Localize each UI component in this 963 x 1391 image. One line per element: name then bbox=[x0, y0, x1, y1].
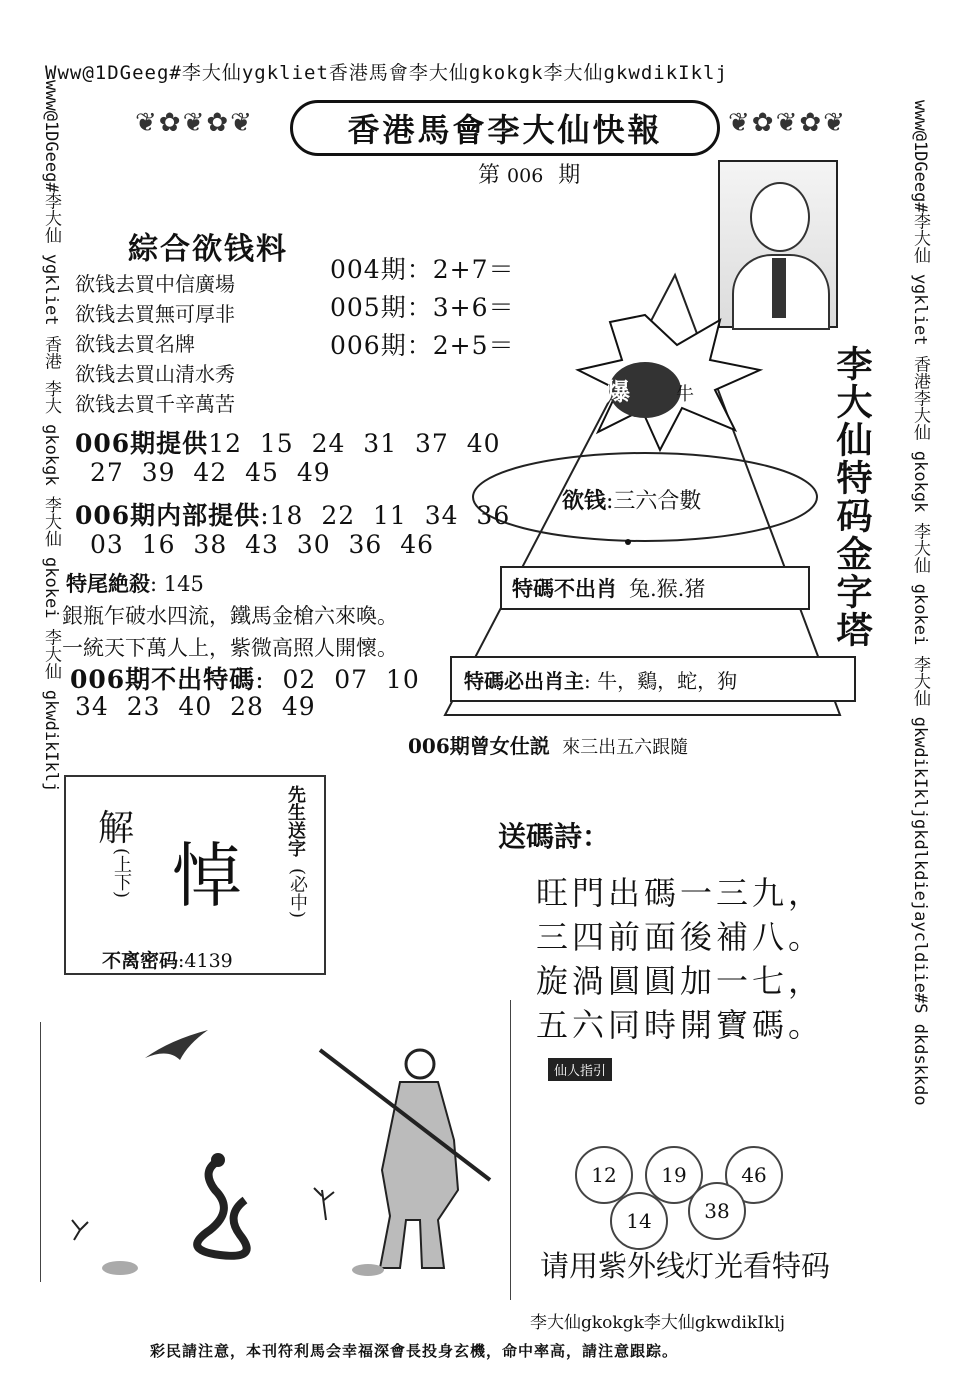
uv-note: 请用紫外线灯光看特码 bbox=[540, 1249, 831, 1283]
burst-sub: 牛 bbox=[676, 384, 694, 405]
riddle-left-char: 解 bbox=[98, 808, 135, 849]
provide-label: 006期提供 bbox=[75, 429, 209, 458]
riddle-main-char: 悼 bbox=[172, 835, 242, 917]
riddle-left-sub: (上下) bbox=[111, 848, 132, 899]
lady-saying-value: 來三出五六跟隨 bbox=[562, 737, 689, 758]
formula-line: 006期：2+5＝ bbox=[330, 331, 515, 360]
no-special-row-1 bbox=[70, 660, 420, 696]
no-special-label: 006期不出特碼 bbox=[70, 665, 256, 694]
lady-saying-label: 006期曾女仕説 bbox=[408, 734, 550, 758]
footer-notice: 彩民請注意，本刊符利馬会幸福深會長投身玄機，命中率高，請注意跟踪。 bbox=[150, 1342, 679, 1360]
watermark-bottom: 李大仙gkokgk李大仙gkwdikIklj bbox=[530, 1313, 785, 1333]
no-special-numbers: : 02 07 10 bbox=[255, 665, 420, 694]
internal-numbers: :18 22 11 34 36 bbox=[260, 501, 511, 530]
floral-ornament-left: ❦✿❦✿❦ bbox=[135, 108, 254, 138]
tail-kill-value: : 145 bbox=[150, 572, 204, 596]
provide-row-2: 27 39 42 45 49 bbox=[90, 458, 331, 487]
not-out-label: 特碼不出肖 bbox=[512, 576, 617, 601]
no-special-row-2: 34 23 40 28 49 bbox=[75, 692, 316, 721]
money-line: 欲钱去買中信廣場 bbox=[75, 272, 235, 296]
riddle-code-value: :4139 bbox=[178, 950, 233, 972]
pyramid-title: 李大仙特码金字塔 bbox=[831, 345, 873, 649]
riddle-code-label: 不离密码 bbox=[102, 950, 179, 972]
poem-line: 五六同時開寶碼。 bbox=[536, 1006, 825, 1044]
issue-prefix: 第 bbox=[478, 163, 501, 188]
desire-line bbox=[562, 484, 701, 515]
money-line: 欲钱去買山清水秀 bbox=[75, 362, 235, 386]
issue-suffix: 期 bbox=[558, 163, 581, 188]
hunter-snake-illustration bbox=[60, 1020, 500, 1290]
provide-row-1 bbox=[75, 424, 501, 460]
money-section-title: 綜合欲钱料 bbox=[128, 232, 288, 267]
must-out-value: : 牛，鷄，蛇，狗 bbox=[584, 668, 738, 693]
illustration-border bbox=[40, 1022, 41, 1282]
verse-line: 一統天下萬人上，紫微高照人開懷。 bbox=[62, 636, 398, 660]
verse-line: 銀瓶乍破水四流，鐵馬金槍六來喚。 bbox=[62, 604, 398, 628]
money-line: 欲钱去買無可厚非 bbox=[75, 302, 235, 326]
not-out-value: 兔.猴.猪 bbox=[629, 577, 706, 601]
provide-numbers: 12 15 24 31 37 40 bbox=[208, 429, 501, 458]
formula-line: 005期：3+6＝ bbox=[330, 293, 515, 322]
money-line: 欲钱去買名牌 bbox=[75, 332, 195, 356]
riddle-right-sub: (必中) bbox=[287, 868, 308, 919]
money-line: 欲钱去買千辛萬苦 bbox=[75, 392, 235, 416]
must-out-label: 特碼必出肖主 bbox=[464, 668, 584, 693]
number-ball: 12 bbox=[575, 1146, 633, 1204]
divider-line bbox=[510, 1000, 511, 1300]
number-ball: 46 bbox=[725, 1146, 783, 1204]
floral-ornament-right: ❦✿❦✿❦ bbox=[728, 108, 847, 138]
issue-number: 006 bbox=[507, 165, 544, 187]
desire-label: 欲钱 bbox=[562, 488, 607, 514]
number-ball: 19 bbox=[645, 1146, 703, 1204]
internal-label: 006期内部提供 bbox=[75, 501, 261, 530]
poem-line: 旋渦圓圓加一七， bbox=[536, 962, 825, 1000]
riddle-code bbox=[102, 946, 233, 973]
desire-value: :三六合數 bbox=[606, 489, 702, 514]
formula-line: 004期：2+7＝ bbox=[330, 255, 515, 284]
internal-row-1 bbox=[75, 496, 510, 532]
riddle-right-text: 先生送字 bbox=[285, 785, 306, 857]
internal-row-2: 03 16 38 43 30 36 46 bbox=[90, 530, 435, 559]
poem-line: 旺門出碼一三九， bbox=[536, 874, 825, 912]
issue-line bbox=[478, 158, 580, 189]
page-title: 香港馬會李大仙快報 bbox=[290, 100, 720, 156]
number-ball: 14 bbox=[610, 1192, 668, 1250]
must-out-box bbox=[450, 656, 856, 702]
tail-kill-line bbox=[66, 568, 204, 598]
burst-text: 爆 bbox=[606, 377, 630, 406]
number-ball: 38 bbox=[688, 1182, 746, 1240]
portrait-head bbox=[750, 182, 810, 252]
lady-saying bbox=[408, 730, 688, 759]
poem-line: 三四前面後補八。 bbox=[536, 918, 825, 956]
tail-kill-label: 特尾絶殺 bbox=[66, 571, 150, 596]
poem-title: 送碼詩： bbox=[498, 820, 611, 853]
watermark-top: Www@1DGeeg#李大仙ygkliet香港馬會李大仙gkokgk李大仙gkwdikIklj bbox=[45, 62, 728, 84]
watermark-right: www@1DGeeg#李大仙 ygkliet 香港李大仙 gkokgk 李大仙 gkokei 李大仙 gkwdikIkljgkdlkdiejaycldiie#S dkdskkdo bbox=[910, 100, 930, 1106]
immortal-guide-tag: 仙人指引 bbox=[548, 1058, 612, 1081]
watermark-left: www@1DGeeg#李大仙 ygkliet 香港 李大 gkokgk 李大仙 gkokei 李大仙 gkwdikIklj bbox=[41, 80, 61, 793]
not-out-box bbox=[500, 566, 810, 610]
